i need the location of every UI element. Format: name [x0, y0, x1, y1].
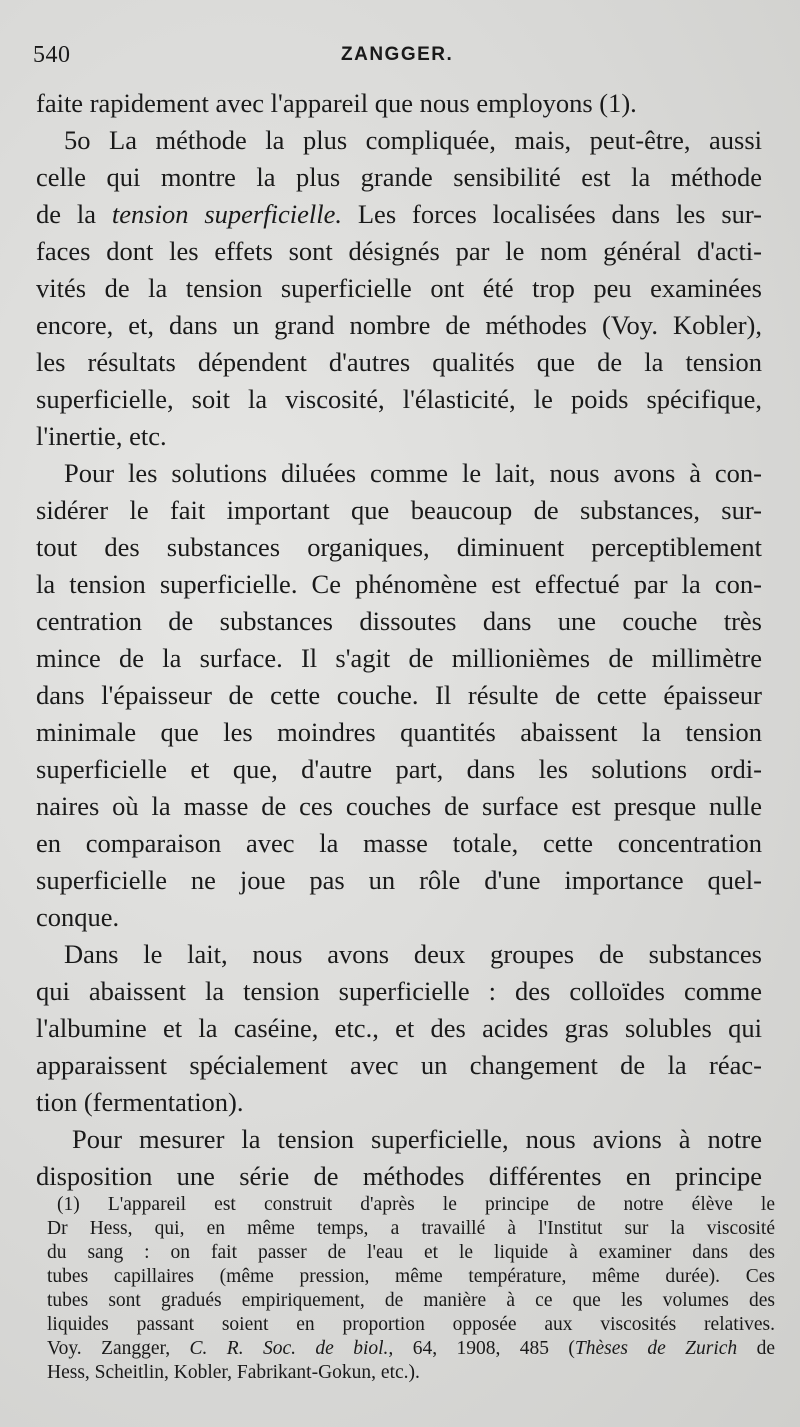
- body-line: Pour mesurer la tension superficielle, nous avions à notre: [72, 1124, 762, 1154]
- footnote-line: tubes sont gradués empiriquement, de manière à ce que les volumes des: [47, 1290, 775, 1311]
- body-line: faces dont les effets sont désignés par le nom général d'acti-: [36, 236, 762, 266]
- body-line: conque.: [36, 902, 120, 932]
- body-line: dans l'épaisseur de cette couche. Il résulte de cette épaisseur: [36, 680, 762, 710]
- body-line: vités de la tension superficielle ont été trop peu examinées: [36, 273, 762, 303]
- footnote-line: Dr Hess, qui, en même temps, a travaillé à l'Institut sur la viscosité: [47, 1218, 775, 1239]
- footnote-line: [47, 1337, 775, 1361]
- body-line: tion (fermentation).: [36, 1087, 244, 1117]
- footnote-line: (1) L'appareil est construit d'après le principe de notre élève le: [57, 1194, 775, 1215]
- italic-segment: C. R. Soc. de biol.,: [189, 1338, 394, 1359]
- text-segment: 64, 1908, 485 (: [393, 1338, 575, 1359]
- body-line: l'inertie, etc.: [36, 421, 167, 451]
- body-line: centration de substances dissoutes dans une couche très: [36, 606, 762, 636]
- body-line: mince de la surface. Il s'agit de millionièmes de millimètre: [36, 643, 762, 673]
- body-line: les résultats dépendent d'autres qualités que de la tension: [36, 347, 762, 377]
- body-line: l'albumine et la caséine, etc., et des acides gras solubles qui: [36, 1013, 762, 1043]
- body-line: superficielle, soit la viscosité, l'élasticité, le poids spécifique,: [36, 384, 762, 414]
- body-line: naires où la masse de ces couches de surface est presque nulle: [36, 791, 762, 821]
- body-line: la tension superficielle. Ce phénomène est effectué par la con-: [36, 569, 762, 599]
- body-line: minimale que les moindres quantités abaissent la tension: [36, 717, 762, 747]
- body-line: 5o La méthode la plus compliquée, mais, peut-être, aussi: [64, 125, 762, 155]
- body-line: disposition une série de méthodes différentes en principe: [36, 1161, 762, 1191]
- body-line: [36, 196, 762, 233]
- body-line: Pour les solutions diluées comme le lait, nous avons à con-: [64, 458, 762, 488]
- body-line: superficielle et que, d'autre part, dans les solutions ordi-: [36, 754, 762, 784]
- text-segment: Voy. Zangger,: [47, 1338, 190, 1359]
- body-line: tout des substances organiques, diminuent perceptiblement: [36, 532, 762, 562]
- footnote-line: Hess, Scheitlin, Kobler, Fabrikant-Gokun, etc.).: [47, 1362, 420, 1383]
- body-line: apparaissent spécialement avec un changement de la réac-: [36, 1050, 762, 1080]
- text-segment: de: [737, 1338, 775, 1359]
- page-header: [33, 40, 773, 80]
- running-head: ZANGGER.: [341, 44, 454, 65]
- body-line: qui abaissent la tension superficielle : des colloïdes comme: [36, 976, 762, 1006]
- text-segment: de la: [36, 199, 112, 229]
- italic-segment: Thèses de Zurich: [574, 1338, 738, 1359]
- body-line: superficielle ne joue pas un rôle d'une importance quel-: [36, 865, 762, 895]
- text-segment: Les forces localisées dans les sur-: [341, 199, 763, 229]
- page-number: 540: [33, 42, 71, 68]
- footnote-line: du sang : on fait passer de l'eau et le liquide à examiner dans des: [47, 1242, 775, 1263]
- body-line: en comparaison avec la masse totale, cette concentration: [36, 828, 762, 858]
- italic-segment: tension superficielle.: [111, 199, 342, 229]
- body-line: faite rapidement avec l'appareil que nous employons (1).: [36, 88, 637, 118]
- footnotes: [47, 1193, 775, 1385]
- body-line: celle qui montre la plus grande sensibilité est la méthode: [36, 162, 762, 192]
- body-line: encore, et, dans un grand nombre de méthodes (Voy. Kobler),: [36, 310, 762, 340]
- body-line: sidérer le fait important que beaucoup de substances, sur-: [36, 495, 762, 525]
- body-line: Dans le lait, nous avons deux groupes de substances: [64, 939, 762, 969]
- footnote-line: liquides passant soient en proportion opposée aux viscosités relatives.: [47, 1314, 775, 1335]
- body-text: [36, 85, 762, 1195]
- footnote-line: tubes capillaires (même pression, même température, même durée). Ces: [47, 1266, 775, 1287]
